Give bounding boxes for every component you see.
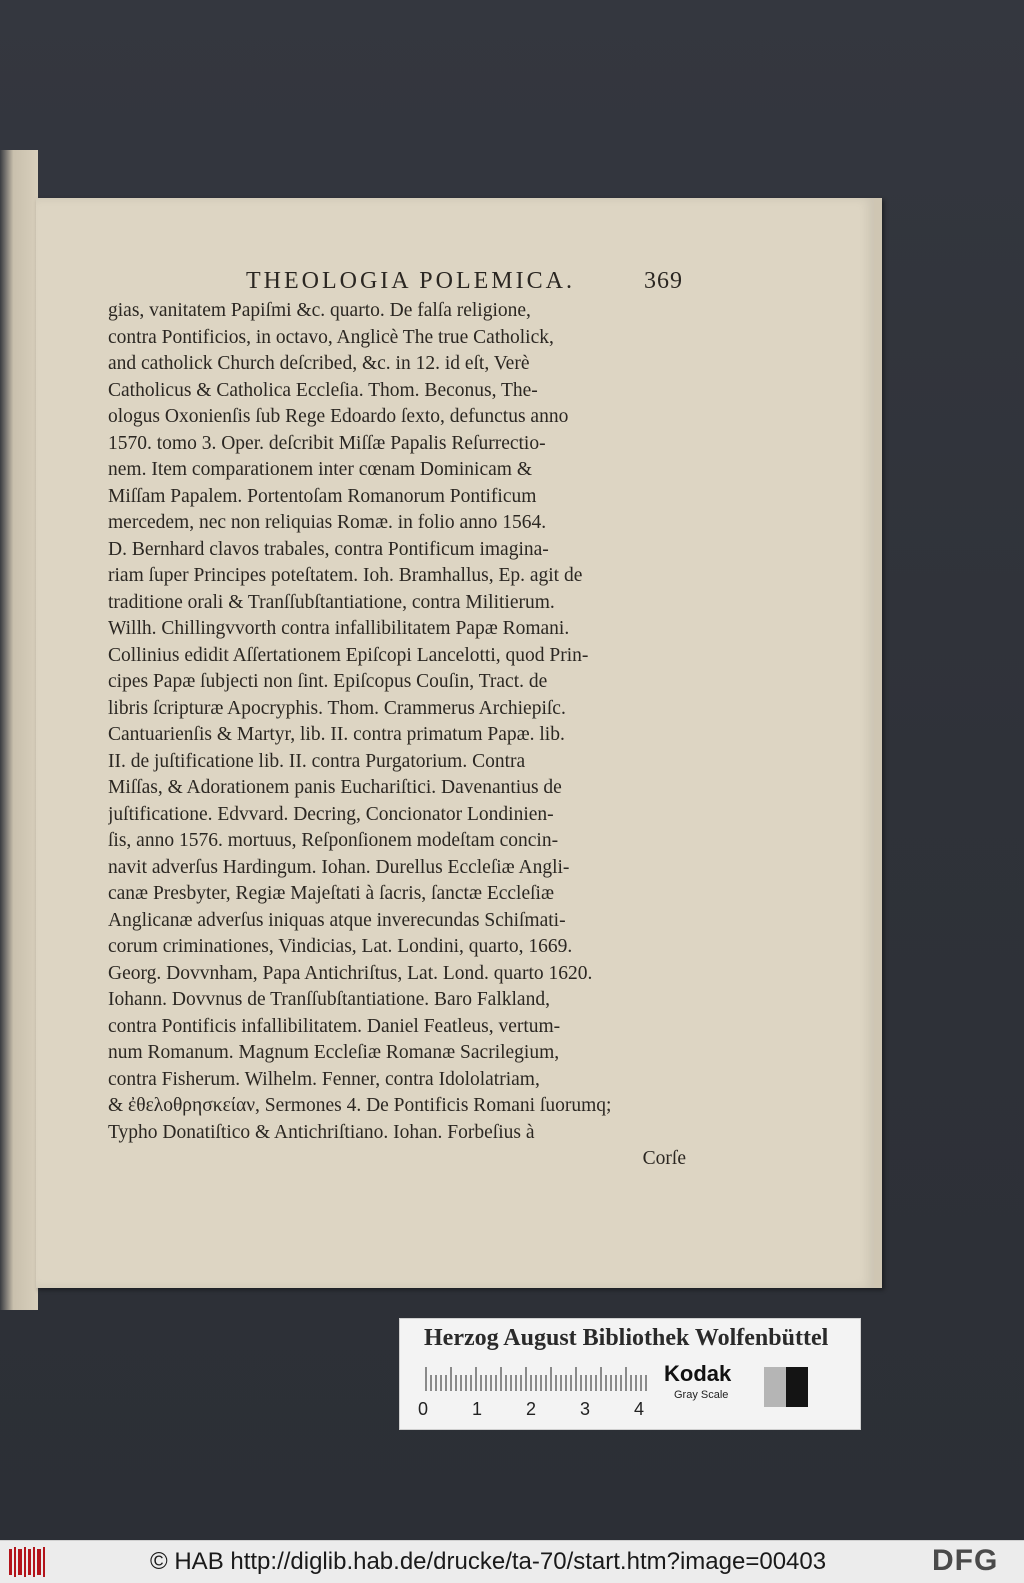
hab-barcode-icon	[8, 1545, 48, 1579]
text-line: traditione orali & Tranſſubſtantiatione, contra Militierum.	[108, 591, 555, 613]
text-line: contra Fisherum. Wilhelm. Fenner, contra Idololatriam,	[108, 1068, 540, 1090]
copyright-link[interactable]: © HAB http://diglib.hab.de/drucke/ta-70/start.htm?image=00403	[150, 1548, 827, 1575]
gray-scale-label: Gray Scale	[674, 1389, 729, 1401]
scale-label: 2	[526, 1399, 537, 1419]
text-line: D. Bernhard clavos trabales, contra Pontificum imagina-	[108, 538, 549, 560]
text-line: contra Pontificios, in octavo, Anglicè The true Catholick,	[108, 326, 554, 348]
text-line: Collinius edidit Aſſertationem Epiſcopi Lancelotti, quod Prin-	[108, 644, 589, 666]
running-head	[36, 268, 874, 300]
dfg-logo: DFG	[932, 1544, 999, 1577]
text-line: riam ſuper Principes poteſtatem. Ioh. Bramhallus, Ep. agit de	[108, 565, 583, 586]
scale-ruler	[424, 1367, 650, 1391]
scale-labels	[418, 1399, 658, 1421]
text-line: Georg. Dovvnham, Papa Antichriſtus, Lat. Lond. quarto 1620.	[108, 962, 593, 984]
catchword: Corſe	[642, 1148, 686, 1169]
text-line: 1570. tomo 3. Oper. deſcribit Miſſæ Papalis Reſurrectio-	[108, 432, 546, 454]
text-line: canæ Presbyter, Regiæ Majeſtati à ſacris, ſanctæ Eccleſiæ	[108, 883, 554, 904]
running-head-title: THEOLOGIA POLEMICA.	[246, 268, 575, 294]
text-line: gias, vanitatem Papiſmi &c. quarto. De falſa religione,	[108, 300, 531, 321]
text-line: mercedem, nec non reliquias Romæ. in folio anno 1564.	[108, 512, 547, 533]
page-number: 369	[644, 268, 683, 294]
text-line: II. de juſtificatione lib. II. contra Purgatorium. Contra	[108, 750, 526, 772]
text-line: nem. Item comparationem inter cœnam Dominicam &	[108, 459, 532, 480]
text-line: cipes Papæ ſubjecti non ſint. Epiſcopus Couſin, Tract. de	[108, 671, 548, 692]
text-line: navit adverſus Hardingum. Iohan. Durellus Eccleſiæ Angli-	[108, 856, 570, 878]
text-line: Miſſam Papalem. Portentoſam Romanorum Pontificum	[108, 485, 537, 507]
text-line: Anglicanæ adverſus iniquas atque inverecundas Schiſmati-	[108, 909, 566, 931]
body-text	[108, 298, 688, 1173]
text-line: Cantuarienſis & Martyr, lib. II. contra primatum Papæ. lib.	[108, 724, 565, 745]
footer-bar	[0, 1540, 1024, 1583]
text-line: ologus Oxonienſis ſub Rege Edoardo ſexto, defunctus anno	[108, 406, 569, 427]
text-line: Typho Donatiſtico & Antichriſtiano. Iohan. Forbeſius à	[108, 1121, 535, 1143]
book-page	[36, 198, 882, 1288]
text-line: corum criminationes, Vindicias, Lat. Londini, quarto, 1669.	[108, 936, 573, 957]
text-line: Willh. Chillingvvorth contra infallibilitatem Papæ Romani.	[108, 618, 570, 639]
text-line: ſis, anno 1576. mortuus, Reſponſionem modeſtam concin-	[108, 830, 559, 851]
gray-patch-dark	[786, 1367, 808, 1407]
color-calibration-card	[399, 1318, 861, 1430]
text-line: num Romanum. Magnum Eccleſiæ Romanæ Sacrilegium,	[108, 1042, 560, 1063]
gray-patch-light	[764, 1367, 786, 1407]
scale-label: 1	[472, 1399, 483, 1419]
scale-label: 0	[418, 1399, 429, 1419]
text-line: contra Pontificis infallibilitatem. Daniel Featleus, vertum-	[108, 1015, 561, 1037]
text-line: and catholick Church deſcribed, &c. in 12. id eſt, Verè	[108, 353, 530, 374]
scale-label: 4	[634, 1399, 645, 1419]
text-line: Miſſas, & Adorationem panis Euchariſtici. Davenantius de	[108, 777, 562, 798]
text-line: libris ſcripturæ Apocryphis. Thom. Crammerus Archiepiſc.	[108, 697, 566, 719]
text-line: juſtificatione. Edvvard. Decring, Concionator Londinien-	[108, 803, 554, 825]
scale-label: 3	[580, 1399, 591, 1419]
text-line: Catholicus & Catholica Eccleſia. Thom. Beconus, The-	[108, 379, 538, 401]
library-name: Herzog August Bibliothek Wolfenbüttel	[424, 1325, 829, 1351]
previous-page-edge	[0, 150, 38, 1310]
kodak-logo: Kodak	[664, 1361, 732, 1386]
text-line: Iohann. Dovvnus de Tranſſubſtantiatione. Baro Falkland,	[108, 989, 550, 1010]
text-line: & ἐθελοθρησκείαν, Sermones 4. De Pontificis Romani ſuorumq;	[108, 1095, 612, 1116]
